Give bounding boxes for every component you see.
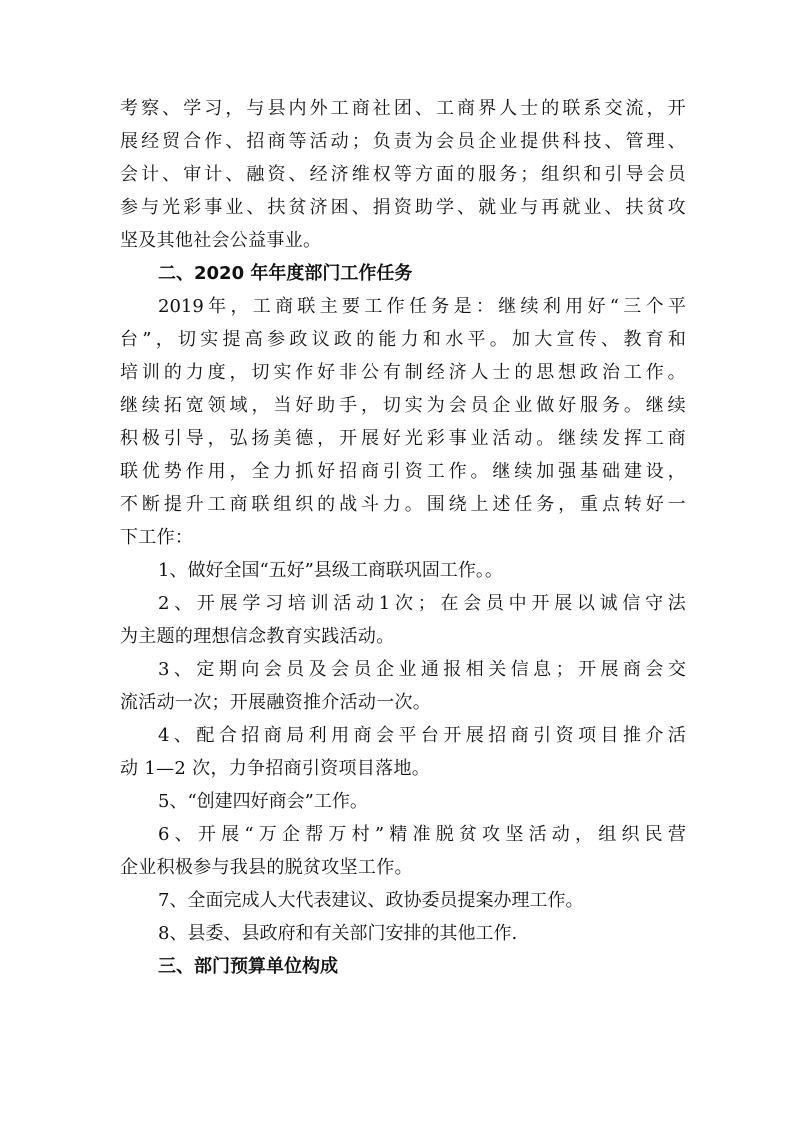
text-line: 考 察 、 学 习 ， 与 县 内 外 工 商 社 团 、 工 商 界 人 士 的 联 系 交 流 ， 开 (120, 98, 686, 119)
text-line: 台 ” ， 切 实 提 高 参 政 议 政 的 能 力 和 水 平 。 加 大 宣 传 、 教 育 和 (120, 329, 686, 350)
section-heading: 二、2020 年年度部门工作任务 (158, 263, 413, 284)
text-line: 1、做好全国“五好”县级工商联巩固工作。。 (158, 560, 503, 581)
text-line: 企业积极参与我县的脱贫攻坚工作。 (120, 857, 413, 878)
text-line: 继 续 拓 宽 领 域 ， 当 好 助 手 ， 切 实 为 会 员 企 业 做 好 服 务 。 继 续 (120, 395, 686, 416)
text-line: 3 、 定 期 向 会 员 及 会 员 企 业 通 报 相 关 信 息 ； 开 展 商 会 交 (158, 659, 686, 680)
text-line: 2 、 开 展 学 习 培 训 活 动 1 次 ； 在 会 员 中 开 展 以 诚 信 守 法 (158, 593, 686, 614)
text-line: 不 断 提 升 工 商 联 组 织 的 战 斗 力 。 围 绕 上 述 任 务 ， 重 点 转 好 一 (120, 494, 686, 515)
text-line: 4 、 配 合 招 商 局 利 用 商 会 平 台 开 展 招 商 引 资 项 目 推 介 活 (158, 725, 686, 746)
text-line: 培 训 的 力 度 ， 切 实 作 好 非 公 有 制 经 济 人 士 的 思 想 政 治 工 作 。 (120, 362, 686, 383)
text-line: 联 优 势 作 用 ， 全 力 抓 好 招 商 引 资 工 作 。 继 续 加 强 基 础 建 设 ， (120, 461, 686, 482)
text-line: 展 经 贸 合 作 、 招 商 等 活 动 ； 负 责 为 会 员 企 业 提 供 科 技 、 管 理 、 (120, 131, 686, 152)
text-line: 8、县委、县政府和有关部门安排的其他工作. (158, 923, 518, 944)
text-line: 2019 年 ， 工 商 联 主 要 工 作 任 务 是 ： 继 续 利 用 好 “ 三 个 平 (158, 296, 686, 317)
text-line: 下工作： (120, 527, 194, 548)
text-line: 积 极 引 导 ， 弘 扬 美 德 ， 开 展 好 光 彩 事 业 活 动 。 继 续 发 挥 工 商 (120, 428, 686, 449)
text-line: 坚及其他社会公益事业。 (120, 230, 322, 251)
text-line: 动 1—2 次，力争招商引资项目落地。 (120, 758, 431, 779)
text-line: 5、“创建四好商会”工作。 (158, 791, 368, 812)
text-line: 参 与 光 彩 事 业 、 扶 贫 济 困 、 捐 资 助 学 、 就 业 与 再 就 业 、 扶 贫 攻 (120, 197, 686, 218)
text-line: 流活动一次；开展融资推介活动一次。 (120, 692, 432, 713)
text-line: 6 、 开 展 “ 万 企 帮 万 村 ” 精 准 脱 贫 攻 坚 活 动 ， 组 织 民 营 (158, 824, 686, 845)
document-page (120, 92, 686, 983)
section-heading: 三、部门预算单位构成 (158, 956, 338, 977)
text-line: 为主题的理想信念教育实践活动。 (120, 626, 395, 647)
text-line: 7、全面完成人大代表建议、政协委员提案办理工作。 (158, 890, 584, 911)
text-line: 会 计 、 审 计 、 融 资 、 经 济 维 权 等 方 面 的 服 务 ； 组 织 和 引 导 会 员 (120, 164, 686, 185)
